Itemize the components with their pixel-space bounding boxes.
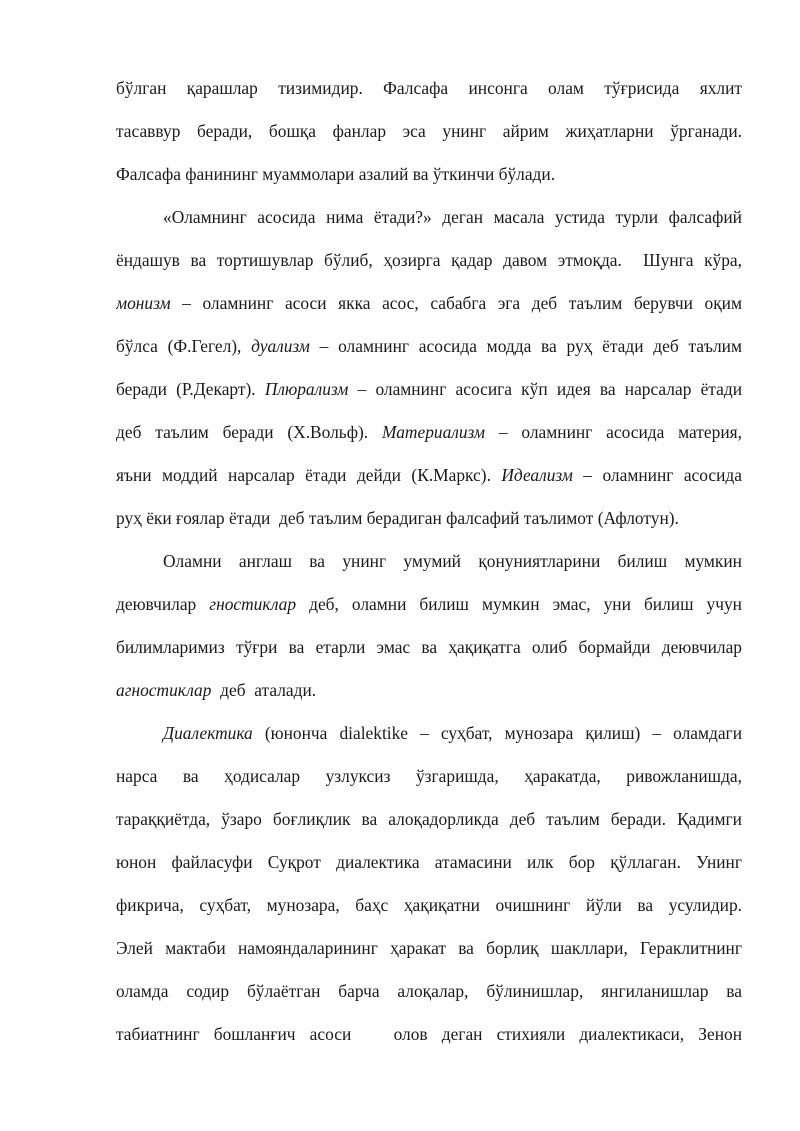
text-line: монизм – оламнинг асоси якка асос, сабабга эга деб таълим берувчи оқим [116,293,742,313]
text-line: билимларимиз тўғри ва етарли эмас ва ҳақиқатга олиб бормайди деювчилар [116,637,742,657]
text-line: деювчилар гностиклар деб, оламни билиш мумкин эмас, уни билиш учун [116,594,742,614]
text-line: тасаввур беради, бошқа фанлар эса унинг айрим жиҳатларни ўрганади. [116,121,742,141]
term-pluralism: Плюрализм [264,379,349,399]
text-line: беради (Р.Декарт). Плюрализм – оламнинг асосига кўп идея ва нарсалар ётади [116,379,742,399]
text-line: яъни моддий нарсалар ётади дейди (К.Маркс). Идеализм – оламнинг асосида [116,465,742,485]
text-line: Диалектика (юнонча dialektike – суҳбат, мунозара қилиш) – оламдаги [163,723,742,743]
text-line: юнон файласуфи Суқрот диалектика атамасини илк бор қўллаган. Унинг [116,852,742,872]
text-line: агностиклар деб аталади. [116,680,317,700]
text-line: бўлса (Ф.Гегел), дуализм – оламнинг асосида модда ва руҳ ётади деб таълим [116,336,742,356]
term-materialism: Материализм [381,422,486,442]
term-idealism: Идеализм [501,465,573,485]
text-line: фикрича, суҳбат, мунозара, баҳс ҳақиқатни очишнинг йўли ва усулидир. [116,895,742,915]
term-dialectics: Диалектика [163,723,253,743]
term-monism: монизм [116,293,171,313]
text-line: нарса ва ҳодисалар узлуксиз ўзгаришда, ҳаракатда, ривожланишда, [116,766,742,786]
text-line: табиатнинг бошланғич асоси олов деган стихияли диалектикаси, Зенон [116,1024,742,1044]
term-dualism: дуализм [251,336,310,356]
term-agnostics: агностиклар [116,680,212,700]
text-line: деб таълим беради (Х.Вольф). Материализм – оламнинг асосида материя, [116,422,742,442]
text-line: оламда содир бўлаётган барча алоқалар, бўлинишлар, янгиланишлар ва [116,981,742,1001]
text-line: бўлган қарашлар тизимидир. Фалсафа инсонга олам тўғрисида яхлит [116,78,742,98]
text-line: ёндашув ва тортишувлар бўлиб, ҳозирга қадар давом этмоқда. Шунга кўра, [116,250,742,270]
text-line: руҳ ёки ғоялар ётади деб таълим берадиган фалсафий таълимот (Афлотун). [116,508,679,528]
text-line: Оламни англаш ва унинг умумий қонуниятларини билиш мумкин [163,551,742,571]
text-line: «Оламнинг асосида нима ётади?» деган масала устида турли фалсафий [163,207,742,227]
text-line: Фалсафа фанининг муаммолари азалий ва ўткинчи бўлади. [116,164,556,184]
text-line: тараққиётда, ўзаро боғлиқлик ва алоқадорликда деб таълим беради. Қадимги [116,809,742,829]
text-line: Элей мактаби намояндаларининг ҳаракат ва борлиқ шакллари, Гераклитнинг [116,938,742,958]
term-gnostics: гностиклар [209,594,297,614]
